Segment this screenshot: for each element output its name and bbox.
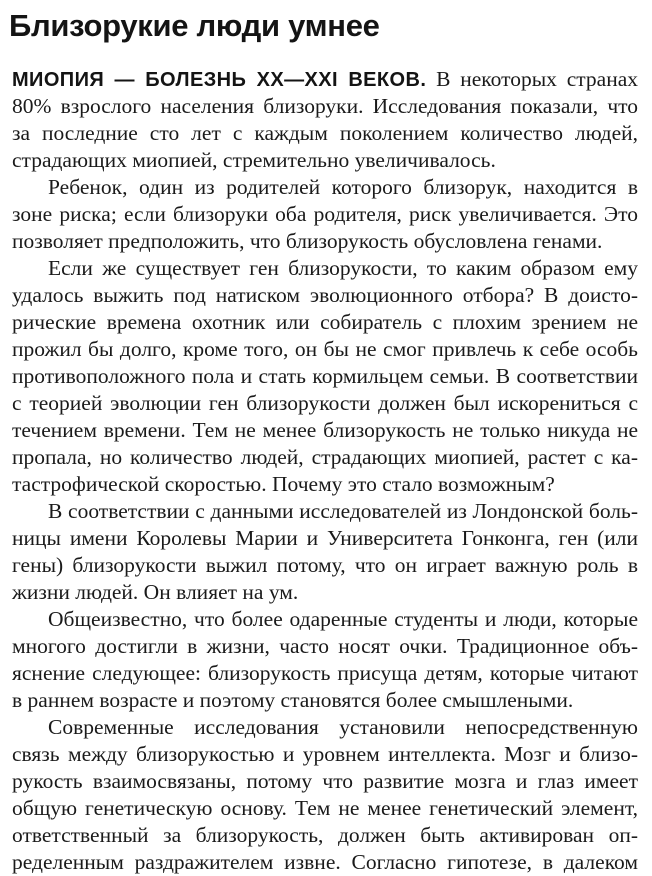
text-line: пропала, но количество людей, страдающих миопией, растет с ка- bbox=[12, 445, 638, 469]
text-line: страдающих миопией, стремительно увеличивалось. bbox=[12, 148, 496, 172]
text-line: общую генетическую основу. Тем не менее генетический элемент, bbox=[12, 796, 638, 820]
article-title: Близорукие люди умнее bbox=[9, 8, 380, 43]
text-line: позволяет предположить, что близорукость обусловлена генами. bbox=[12, 229, 603, 253]
text-line: 80% взрослого населения близоруки. Исследования показали, что bbox=[12, 94, 638, 118]
text-line: рукость взаимосвязаны, потому что развитие мозга и глаз имеет bbox=[12, 769, 638, 793]
text-line: ницы имени Королевы Марии и Университета Гонконга, ген (или bbox=[12, 526, 638, 550]
text-line: удалось выжить под натиском эволюционного отбора? В доисто- bbox=[12, 283, 638, 307]
text-line: многого достигли в жизни, часто носят очки. Традиционное объ- bbox=[12, 634, 638, 658]
lead-in: МИОПИЯ — БОЛЕЗНЬ XX—XXI ВЕКОВ. bbox=[12, 69, 427, 91]
text-line: ответственный за близорукость, должен быть активирован оп- bbox=[12, 823, 638, 847]
text-line: в раннем возрасте и поэтому становятся более смышлеными. bbox=[12, 688, 574, 712]
text-line: тастрофической скоростью. Почему это стало возможным? bbox=[12, 472, 555, 496]
text-line: рические времена охотник или собиратель с плохим зрением не bbox=[12, 310, 638, 334]
text-line: течением времени. Тем не менее близорукость не только никуда не bbox=[12, 418, 638, 442]
text-line: ределенным раздражителем извне. Согласно гипотезе, в далеком bbox=[12, 850, 638, 874]
text-line: жизни людей. Он влияет на ум. bbox=[12, 580, 299, 604]
text-line: гены) близорукости выжил потому, что он играет важную роль в bbox=[12, 553, 638, 577]
text-line: связь между близорукостью и уровнем интеллекта. Мозг и близо- bbox=[12, 742, 638, 766]
text-line: за последние сто лет с каждым поколением количество людей, bbox=[12, 121, 638, 145]
text-line: с теорией эволюции ген близорукости должен был искорениться с bbox=[12, 391, 638, 415]
text-line: Общеизвестно, что более одаренные студенты и люди, которые bbox=[48, 607, 638, 631]
text-line: Современные исследования установили непосредственную bbox=[48, 715, 638, 739]
text-line: яснение следующее: близорукость присуща детям, которые читают bbox=[12, 661, 638, 685]
text-line: МИОПИЯ — БОЛЕЗНЬ XX—XXI ВЕКОВ. В некоторых странах bbox=[12, 67, 639, 91]
text-line: зоне риска; если близоруки оба родителя, риск увеличивается. Это bbox=[12, 202, 638, 226]
text-line: Если же существует ген близорукости, то каким образом ему bbox=[48, 256, 638, 280]
text-line: прожил бы долго, кроме того, он бы не смог привлечь к себе особь bbox=[12, 337, 638, 361]
text-line: противоположного пола и стать кормильцем семьи. В соответствии bbox=[12, 364, 638, 388]
text-line: Ребенок, один из родителей которого близорук, находится в bbox=[48, 175, 638, 199]
text-line: В соответствии с данными исследователей из Лондонской боль- bbox=[48, 499, 638, 523]
